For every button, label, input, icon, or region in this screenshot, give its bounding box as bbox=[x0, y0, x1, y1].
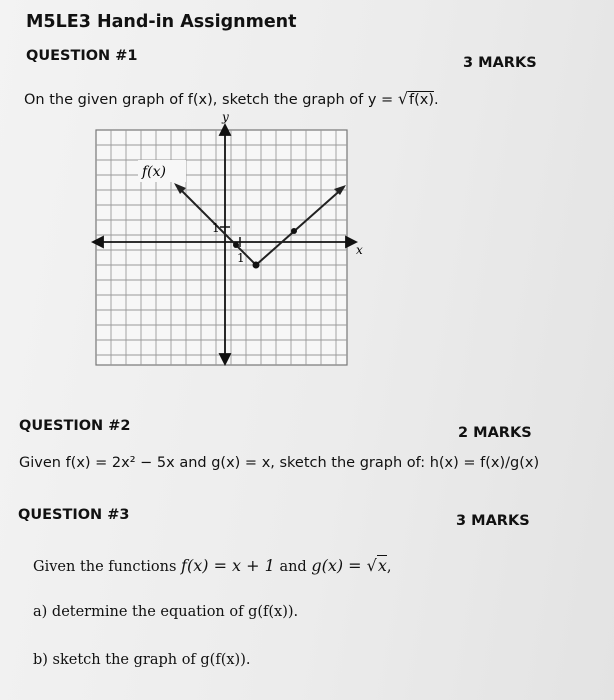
question-1-text bbox=[24, 89, 439, 108]
radical-icon: √ bbox=[366, 556, 377, 575]
question-2-marks: 2 MARKS bbox=[458, 425, 532, 441]
question-1-radicand: f(x) bbox=[409, 92, 435, 108]
question-1-text-end: . bbox=[434, 92, 439, 108]
question-3-marks: 3 MARKS bbox=[456, 513, 530, 529]
question-2-heading: QUESTION #2 bbox=[19, 418, 131, 434]
graph-grid-border bbox=[96, 130, 347, 365]
question-3-part-a: a) determine the equation of g(f(x)). bbox=[33, 604, 299, 620]
y-tick-label: 1 bbox=[212, 221, 220, 235]
x-tick-label: 1 bbox=[237, 251, 245, 265]
question-3-g-radicand: x bbox=[377, 556, 387, 575]
y-axis-label: y bbox=[222, 110, 229, 124]
question-3-intro-start: Given the functions bbox=[33, 559, 182, 575]
document-title: M5LE3 Hand-in Assignment bbox=[26, 12, 297, 32]
question-3-intro-end: , bbox=[386, 559, 392, 575]
question-3-f-definition: f(x) = x + 1 bbox=[181, 556, 275, 575]
question-3-part-b: b) sketch the graph of g(f(x)). bbox=[33, 652, 251, 668]
question-1-heading: QUESTION #1 bbox=[26, 48, 138, 64]
question-3-intro bbox=[33, 556, 392, 575]
question-2-text: Given f(x) = 2x² − 5x and g(x) = x, sketch the graph of: h(x) = f(x)/g(x) bbox=[19, 455, 540, 471]
fx-label: f(x) bbox=[142, 164, 167, 180]
x-axis-label: x bbox=[356, 243, 363, 257]
question-1-text-start: On the given graph of f(x), sketch the graph of y = bbox=[24, 92, 398, 108]
radical-icon: √ bbox=[397, 89, 409, 108]
question-3-heading: QUESTION #3 bbox=[18, 507, 130, 523]
question-3-intro-and: and bbox=[274, 559, 312, 575]
question-1-graph bbox=[90, 108, 370, 370]
question-3-g-definition: g(x) = bbox=[311, 556, 367, 575]
question-1-marks: 3 MARKS bbox=[463, 55, 537, 71]
